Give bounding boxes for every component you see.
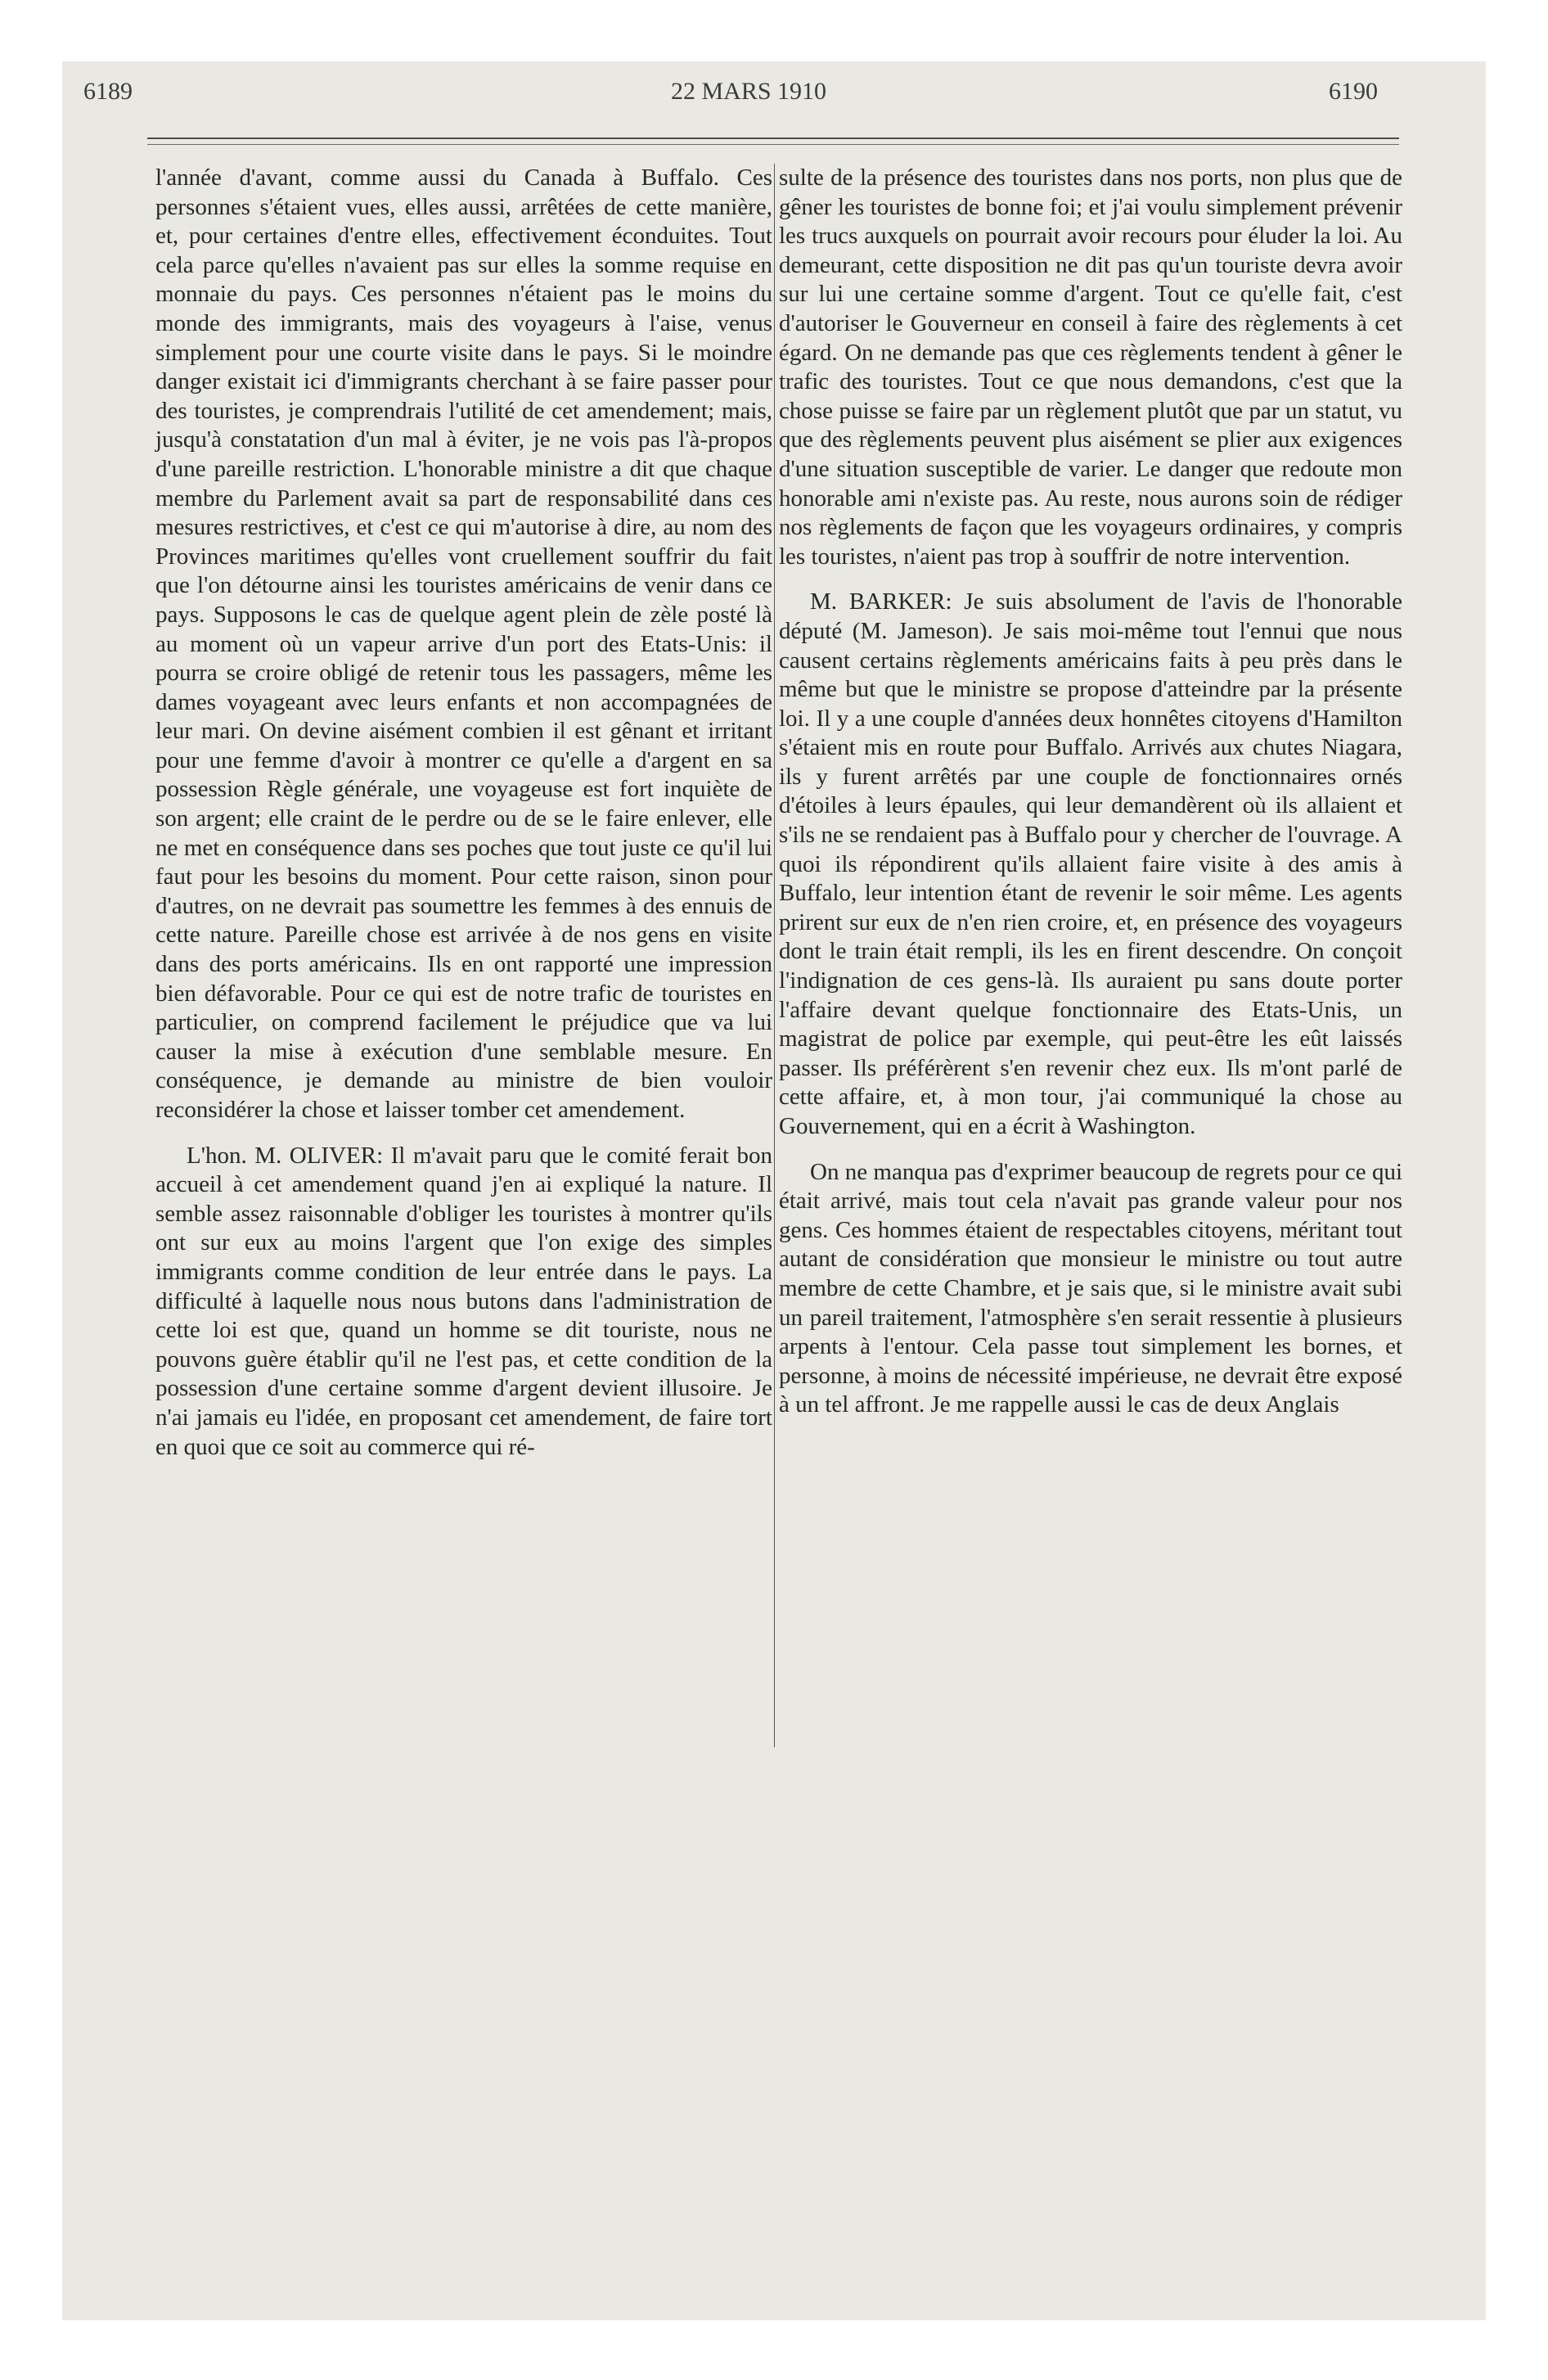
left-column: [155, 164, 772, 1462]
header-rule-thin: [147, 144, 1399, 145]
right-column: [779, 164, 1402, 1420]
column-divider: [774, 164, 775, 1747]
right-paragraph: sulte de la présence des touristes dans nos ports, non plus que de gêner les touristes de bonne foi; et j'ai voulu simplement prévenir les trucs auxquels on pourrait avoir recours pour éluder la loi. Au demeurant, cette disposition ne dit pas qu'un touriste devra avoir sur lui une certaine somme d'argent. Tout ce qu'elle fait, c'est d'autoriser le Gouverneur en conseil à faire des règlements à cet égard. On ne demande pas que ces règlements tendent à gêner le trafic des touristes. Tout ce que nous demandons, c'est que la chose puisse se faire par un règlement plutôt que par un statut, vu que des règlements peuvent plus aisément se plier aux exigences d'une situation susceptible de varier. Le danger que redoute mon honorable ami n'existe pas. Au reste, nous aurons soin de rédiger nos règlements de façon que les voyageurs ordinaires, y compris les touristes, n'aient pas trop à souffrir de notre intervention.: [779, 165, 1402, 570]
left-paragraph: L'hon. M. OLIVER: Il m'avait paru que le comité ferait bon accueil à cet amendement quand j'en ai expliqué la nature. Il semble assez raisonnable d'obliger les touristes à montrer qu'ils ont sur eux au moins l'argent que l'on exige des simples immigrants comme condition de leur entrée dans le pays. La difficulté à laquelle nous nous butons dans l'administration de cette loi est que, quand un homme se dit touriste, nous ne pouvons guère établir qu'il ne l'est pas, et cette condition de la possession d'une certaine somme d'argent devient illusoire. Je n'ai jamais eu l'idée, en proposant cet amendement, de faire tort en quoi que ce soit au commerce qui ré-: [155, 1142, 772, 1460]
header-rule: [147, 137, 1399, 139]
left-paragraph: l'année d'avant, comme aussi du Canada à Buffalo. Ces personnes s'étaient vues, elles aussi, arrêtées de cette manière, et, pour certaines d'entre elles, effectivement éconduites. Tout cela parce qu'elles n'avaient pas sur elles la somme requise en monnaie du pays. Ces personnes n'étaient pas le moins du monde des immigrants, mais des voyageurs à l'aise, venus simplement pour une courte visite dans le pays. Si le moindre danger existait ici d'immigrants cherchant à se faire passer pour des touristes, je comprendrais l'utilité de cet amendement; mais, jusqu'à constatation d'un mal à éviter, je ne vois pas l'à-propos d'une pareille restriction. L'honorable ministre a dit que chaque membre du Parlement avait sa part de responsabilité dans ces mesures restrictives, et c'est ce qui m'autorise à dire, au nom des Provinces maritimes qu'elles vont cruellement souffrir du fait que l'on détourne ainsi les touristes américains de venir dans ce pays. Supposons le cas de quelque agent plein de zèle posté là au moment où un vapeur arrive d'un port des Etats-Unis: il pourra se croire obligé de retenir tous les passagers, même les dames voyageant avec leurs enfants et non accompagnées de leur mari. On devine aisément combien il est gênant et irritant pour une femme d'avoir à montrer ce qu'elle a d'argent en sa possession Règle générale, une voyageuse est fort inquiète de son argent; elle craint de le perdre ou de se le faire enlever, elle ne met en conséquence dans ses poches que tout juste ce qu'il lui faut pour les besoins du moment. Pour cette raison, sinon pour d'autres, on ne devrait pas soumettre les femmes à des ennuis de cette nature. Pareille chose est arrivée à de nos gens en visite dans des ports américains. Ils en ont rapporté une impression bien défavorable. Pour ce qui est de notre trafic de touristes en particulier, on comprend facilement le préjudice que va lui causer la mise à exécution d'une semblable mesure. En conséquence, je demande au ministre de bien vouloir reconsidérer la chose et laisser tomber cet amendement.: [155, 165, 772, 1123]
right-paragraph: M. BARKER: Je suis absolument de l'avis de l'honorable député (M. Jameson). Je sais moi-même tout l'ennui que nous causent certains règlements américains faits à peu près dans le même but que le ministre se propose d'atteindre par la présente loi. Il y a une couple d'années deux honnêtes citoyens d'Hamilton s'étaient mis en route pour Buffalo. Arrivés aux chutes Niagara, ils y furent arrêtés par une couple de fonctionnaires ornés d'étoiles à leurs épaules, qui leur demandèrent où ils allaient et s'ils ne se rendaient pas à Buffalo pour y chercher de l'ouvrage. A quoi ils répondirent qu'ils allaient faire visite à des amis à Buffalo, leur intention étant de revenir le soir même. Les agents prirent sur eux de n'en rien croire, et, en présence des voyageurs dont le train était rempli, ils les en firent descendre. On conçoit l'indignation de ces gens-là. Ils auraient pu sans doute porter l'affaire devant quelque fonctionnaire des Etats-Unis, un magistrat de police par exemple, qui peut-être les eût laissés passer. Ils préférèrent s'en revenir chez eux. Ils m'ont parlé de cette affaire, et, à mon tour, j'ai communiqué la chose au Gouvernement, qui en a écrit à Washington.: [779, 588, 1402, 1139]
page-number-right: 6190: [1329, 78, 1378, 105]
page-date: 22 MARS 1910: [671, 78, 827, 105]
right-paragraph: On ne manqua pas d'exprimer beaucoup de regrets pour ce qui était arrivé, mais tout cela n'avait pas grande valeur pour nos gens. Ces hommes étaient de respectables citoyens, méritant tout autant de considération que monsieur le ministre ou tout autre membre de cette Chambre, et je sais que, si le ministre avait subi un pareil traitement, l'atmosphère s'en serait ressentie à plusieurs arpents à l'entour. Cela passe tout simplement les bornes, et personne, à moins de nécessité impérieuse, ne devrait être exposé à un tel affront. Je me rappelle aussi le cas de deux Anglais: [779, 1158, 1402, 1418]
page-number-left: 6189: [83, 78, 133, 105]
